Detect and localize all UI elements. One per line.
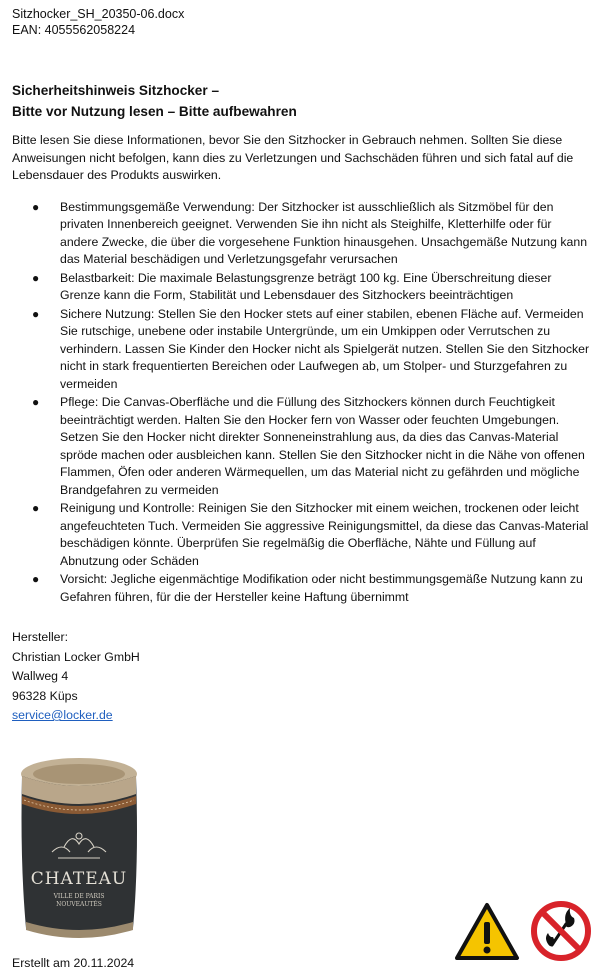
bullet-icon: ● (32, 306, 40, 321)
intro-paragraph: Bitte lesen Sie diese Informationen, bevor Sie den Sitzhocker in Gebrauch nehmen. Sollten Sie diese Anweisungen nicht befolgen, kann dies zu Verletzungen und Sachschäden führen und sich fatal auf die Lebensdauer des Produkts auswirken. (12, 133, 574, 182)
created-date: Erstellt am 20.11.2024 (12, 956, 135, 970)
list-item-text: Bestimmungsgemäße Verwendung: Der Sitzhocker ist ausschließlich als Sitzmöbel für den privaten Innenbereich geeignet. Verwenden Sie ihn nicht als Steighilfe, Kletterhilfe oder für andere Zwecke, die über die vorgesehene Funktion hinausgehen. Unsachgemäße Nutzung kann das Material beschädigen und Verletzungsgefahr verursachen (60, 199, 588, 266)
manufacturer-email-link[interactable]: service@locker.de (12, 708, 113, 722)
manufacturer-street: Wallweg 4 (12, 669, 69, 683)
stool-brand-text: CHATEAU (30, 869, 128, 889)
safety-rules-list (12, 199, 590, 607)
bullet-icon: ● (32, 572, 40, 586)
list-item (12, 571, 590, 606)
list-item (12, 306, 590, 394)
list-item-text: Pflege: Die Canvas-Oberfläche und die Füllung des Sitzhockers können durch Feuchtigkeit beeinträchtigt werden. Halten Sie den Hocker fern von Wasser oder feuchten Umgebungen. Setzen Sie den Hocker nicht direkter Sonneneinstrahlung aus, da dies das Canvas-Material spröde machen oder ausbleichen kann. Stellen Sie den Sitzhocker nicht in die Nähe von offenen Flammen, Öfen oder anderen Wärmequellen, um das Material nicht zu gefährden und mögliche Brandgefahren zu vermeiden (60, 395, 585, 497)
manufacturer-company: Christian Locker GmbH (12, 649, 140, 664)
manufacturer-label: Hersteller: (12, 630, 69, 644)
bullet-icon: ● (32, 270, 40, 285)
list-item (12, 394, 590, 499)
stool-subtext-1: VILLE DE PARIS (53, 893, 105, 900)
list-item-text: Belastbarkeit: Die maximale Belastungsgrenze beträgt 100 kg. Eine Überschreitung dieser Grenze kann die Form, Stabilität und Lebensdauer des Sitzhockers beeinträchtigen (60, 270, 552, 302)
document (12, 6, 590, 726)
list-item-text: Vorsicht: Jegliche eigenmächtige Modifikation oder nicht bestimmungsgemäße Nutzung kann zu Gefahren führen, für die der Hersteller keine Haftung übernimmt (60, 572, 583, 604)
no-open-flame-icon (530, 900, 592, 962)
manufacturer-city: 96328 Küps (12, 688, 78, 703)
ean-code: EAN: 4055562058224 (12, 23, 136, 37)
list-item (12, 270, 590, 305)
list-item-text: Sichere Nutzung: Stellen Sie den Hocker stets auf einer stabilen, ebenen Fläche auf. Vermeiden Sie rutschige, unebene oder instabile Untergründe, um ein Umkippen oder Verrutschen zu verhindern. Lassen Sie Kinder den Hocker nicht als Spielgerät nutzen. Stellen Sie den Sitzhocker nicht in stark frequentierten Bereichen oder Laufwegen ab, um Stolper- und Sturzgefahren zu vermeiden (60, 306, 590, 391)
bullet-icon: ● (32, 395, 40, 409)
document-title (12, 80, 590, 122)
warning-triangle-icon (454, 902, 520, 962)
list-item-text: Reinigung und Kontrolle: Reinigen Sie den Sitzhocker mit einem weichen, trockenen oder leicht angefeuchteten Tuch. Vermeiden Sie aggressive Reinigungsmittel, da diese das Canvas-Material beschädigen könnte. Überprüfen Sie regelmäßig die Oberfläche, Nähte und Füllung auf Abnutzung oder Schäden (60, 501, 589, 568)
title-line-1: Sicherheitshinweis Sitzhocker – (12, 83, 219, 98)
stool-subtext-2: NOUVEAUTÉS (56, 901, 102, 908)
bullet-icon: ● (32, 199, 40, 214)
list-item (12, 199, 590, 269)
bullet-icon: ● (32, 501, 40, 515)
product-image-stool (12, 752, 147, 942)
filename: Sitzhocker_SH_20350-06.docx (12, 7, 185, 21)
list-item (12, 500, 590, 570)
manufacturer-block (12, 628, 590, 726)
safety-signs (454, 900, 592, 962)
title-line-2: Bitte vor Nutzung lesen – Bitte aufbewahren (12, 104, 297, 119)
